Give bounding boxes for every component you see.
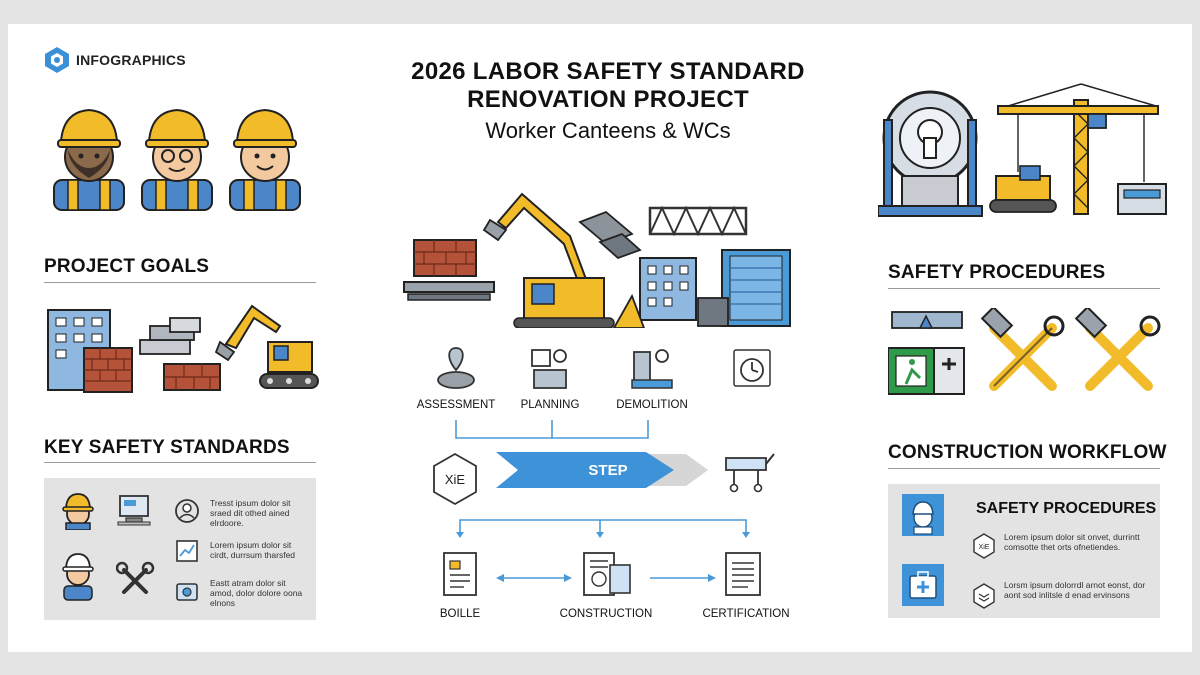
bricks-icon — [414, 240, 476, 276]
xie-badge-icon — [432, 452, 478, 506]
svg-text:XiE: XiE — [444, 472, 466, 487]
planning-icon — [526, 344, 574, 392]
construction-scene-illustration — [394, 178, 804, 328]
safety-procedures-illustration — [888, 308, 1164, 398]
divider — [44, 462, 316, 463]
gear-machine-icon — [878, 92, 982, 216]
metal-plates-icon — [580, 212, 640, 258]
arrow-right — [650, 572, 716, 584]
computer-monitor-icon — [116, 494, 152, 526]
safety-person-icon — [174, 498, 200, 524]
tall-building-icon — [614, 258, 696, 328]
step-label-planning: PLANNING — [520, 399, 580, 411]
workflow-panel-title: SAFETY PROCEDURES — [976, 500, 1157, 517]
worker-avatar-icon — [58, 550, 98, 602]
divider — [44, 282, 316, 283]
camera-box-icon — [174, 578, 200, 604]
construction-docs-icon — [580, 549, 634, 599]
concrete-blocks-icon — [140, 318, 200, 354]
emergency-exit-icon — [888, 312, 964, 394]
workflow-text-1: Lorem ipsum dolor sit onvet, durrintt comsotte thet orts ofnetiendes. — [1004, 532, 1140, 552]
demolition-icon — [628, 344, 676, 392]
step-label-demolition: DEMOLITION — [616, 399, 688, 411]
worker-helmet-tile — [902, 494, 944, 536]
infographic-page — [8, 24, 1192, 652]
bottom-connector-lines — [456, 514, 752, 538]
panel-text-1: Tresst ipsum dolor sit sraed dit othed ained elrdoore. — [210, 498, 291, 528]
workers-illustration — [44, 102, 314, 214]
stopwatch-icon — [730, 346, 774, 390]
construction-workflow-heading: CONSTRUCTION WORKFLOW — [888, 442, 1167, 463]
step-label-boille: BOILLE — [439, 608, 481, 620]
svg-text:XiE: XiE — [978, 544, 990, 551]
project-goals-heading: PROJECT GOALS — [44, 256, 210, 277]
worker-2-icon — [142, 110, 212, 210]
glass-building-icon — [698, 250, 790, 326]
cargo-box-icon — [1118, 184, 1166, 214]
worker-helmet-icon — [902, 494, 944, 536]
key-safety-standards-panel — [44, 478, 316, 620]
title-line-2: RENOVATION PROJECT — [467, 86, 749, 113]
steel-beam-icon — [404, 282, 494, 300]
step-label-construction: CONSTRUCTION — [559, 608, 653, 620]
hammer-wrench-icon — [1076, 308, 1159, 386]
panel-text-2: Lorem ipsum dolor sit cirdt, durrsum tharsfed — [210, 540, 296, 560]
worker-3-icon — [230, 110, 300, 210]
step-arrow-label: STEP — [588, 462, 628, 479]
wrench-tools-icon — [116, 560, 156, 600]
excavator-icon — [216, 306, 318, 388]
brand — [44, 46, 186, 74]
project-goals-illustration — [44, 296, 320, 396]
panel-text-3: Eastt atram dolor sit amod, dolor dolore oona elnons — [210, 578, 303, 608]
first-aid-kit-icon — [902, 564, 944, 606]
assessment-icon — [432, 344, 480, 392]
helmet-worker-icon — [58, 490, 98, 530]
brand-label: INFOGRAPHICS — [76, 52, 186, 68]
worker-1-icon — [54, 110, 124, 210]
heavy-machinery-illustration — [878, 80, 1168, 220]
truss-bridge-icon — [650, 208, 746, 234]
key-safety-standards-heading: KEY SAFETY STANDARDS — [44, 437, 290, 458]
step-label-certification: CERTIFICATION — [702, 608, 790, 620]
bricks-pile-icon — [164, 364, 220, 390]
trolley-icon — [720, 448, 776, 494]
title-line-1: 2026 LABOR SAFETY STANDARD — [411, 58, 805, 85]
crane-excavator-icon — [484, 194, 614, 328]
title-block — [338, 58, 878, 146]
construction-workflow-panel — [888, 484, 1160, 618]
layers-hex-icon — [972, 582, 996, 610]
double-arrow — [496, 572, 572, 584]
xie-hex-icon — [972, 532, 996, 560]
chart-document-icon — [174, 538, 200, 564]
hexagon-logo-icon — [44, 46, 70, 74]
brick-stack-icon — [84, 348, 132, 392]
top-connector-lines — [448, 420, 658, 442]
first-aid-tile — [902, 564, 944, 606]
document-icon — [440, 549, 480, 599]
divider — [888, 468, 1160, 469]
safety-procedures-heading: SAFETY PROCEDURES — [888, 262, 1106, 283]
workflow-text-2: Lorsm ipsum dolorrdl arnot eonst, dor aont sod inlitsle d enad ervinsons — [1004, 580, 1146, 600]
title-subtitle: Worker Canteens & WCs — [485, 118, 731, 143]
step-label-assessment: ASSESSMENT — [416, 399, 496, 411]
bulldozer-icon — [990, 166, 1056, 212]
divider — [888, 288, 1160, 289]
certificate-icon — [722, 549, 766, 599]
wrench-hammer-icon — [982, 308, 1063, 386]
